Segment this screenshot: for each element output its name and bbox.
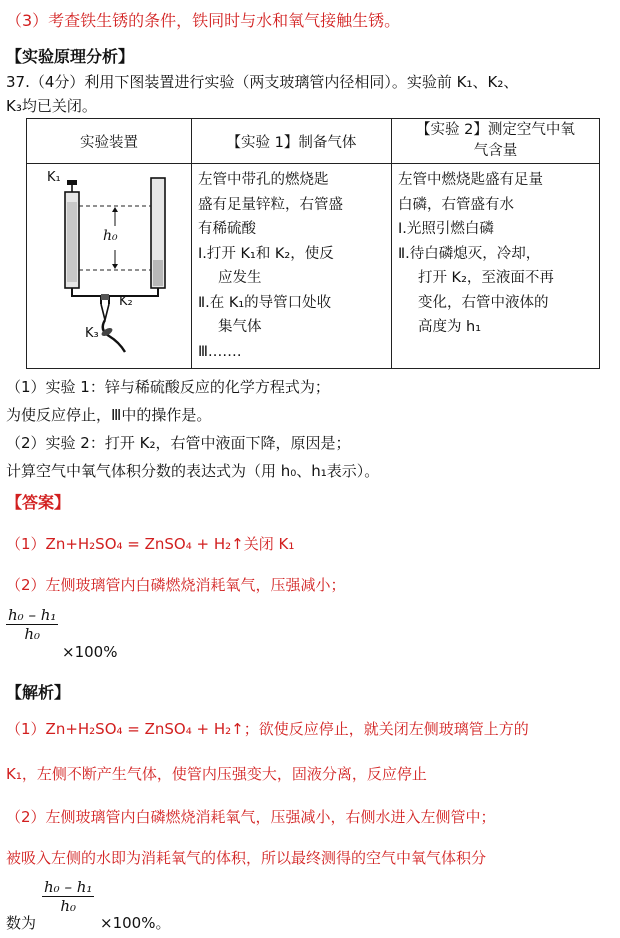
exp1-line: 左管中带孔的燃烧匙: [198, 172, 329, 188]
answer-title: 【答案】: [6, 493, 71, 512]
analysis-line-5-prefix: 数为: [6, 914, 37, 932]
header-experiment-2-line-1: 【实验 2】测定空气中氧: [416, 122, 575, 138]
sub-question-1b: 为使反应停止，Ⅲ中的操作是。: [6, 406, 212, 424]
experiment-2-cell: [391, 164, 599, 369]
label-h0: h₀: [103, 228, 118, 244]
exp2-line: Ⅰ.光照引燃白磷: [397, 221, 494, 237]
exp1-line: Ⅱ.在 K₁的导管口处收: [198, 294, 332, 311]
exp1-line: 有稀硫酸: [198, 221, 256, 237]
exp1-line: 集气体: [218, 319, 262, 335]
answer-fraction-suffix: ×100%: [62, 643, 118, 661]
analysis-fraction: [42, 878, 94, 915]
exp2-line: 白磷，右管盛有水: [397, 196, 514, 213]
header-experiment-2: [391, 119, 599, 164]
label-k1: K₁: [47, 170, 61, 185]
sub-question-1: （1）实验 1：锌与稀硫酸反应的化学方程式为；: [6, 378, 330, 396]
label-k2: K₂: [119, 294, 133, 309]
exp1-line: 应发生: [218, 270, 262, 286]
apparatus-diagram: [27, 164, 191, 360]
answer-line-2: （2）左侧玻璃管内白磷燃烧消耗氧气，压强减小；: [6, 576, 346, 594]
exp2-line: 左管中燃烧匙盛有足量: [397, 172, 543, 188]
question-line-1: 37.（4分）利用下图装置进行实验（两支玻璃管内径相同）。实验前 K₁、K₂、: [6, 73, 519, 91]
label-k3: K₃: [85, 326, 99, 341]
answer-fraction-numerator: h₀ – h₁: [8, 606, 57, 624]
section-title: 【实验原理分析】: [6, 47, 135, 66]
header-experiment-2-line-2: 气含量: [473, 143, 518, 159]
experiment-1-cell: [192, 164, 392, 369]
analysis-title: 【解析】: [6, 683, 71, 702]
sub-question-2: （2）实验 2：打开 K₂，右管中液面下降，原因是；: [6, 434, 351, 452]
analysis-line-3: （2）左侧玻璃管内白磷燃烧消耗氧气，压强减小，右侧水进入左侧管中；: [6, 808, 496, 826]
apparatus-cell: [27, 164, 192, 369]
analysis-fraction-denominator: h₀: [60, 897, 77, 915]
exp1-line: 盛有足量锌粒，右管盛: [198, 196, 343, 213]
k2-valve: [101, 294, 109, 300]
exp2-line: 打开 K₂，至液面不再: [417, 270, 554, 286]
k3-hose: [103, 320, 125, 352]
analysis-line-4: 被吸入左侧的水即为消耗氧气的体积，所以最终测得的空气中氧气体积分: [6, 849, 487, 867]
analysis-line-2: K₁，左侧不断产生气体，使管内压强变大，固液分离，反应停止: [6, 765, 427, 783]
sub-question-2b: 计算空气中氧气体积分数的表达式为（用 h₀、h₁表示）。: [6, 462, 380, 480]
header-apparatus: 实验装置: [27, 119, 192, 164]
k1-valve: [67, 180, 77, 185]
top-answer-line: （3）考查铁生锈的条件，铁同时与水和氧气接触生锈。: [6, 11, 401, 30]
exp1-line: Ⅲ.……: [198, 343, 242, 360]
header-experiment-1: 【实验 1】制备气体: [192, 119, 392, 164]
analysis-fraction-suffix: ×100%。: [100, 914, 171, 932]
question-line-2: K₃均已关闭。: [6, 97, 97, 115]
answer-fraction-denominator: h₀: [24, 625, 41, 643]
answer-line-1: （1）Zn+H₂SO₄ = ZnSO₄ + H₂↑关闭 K₁: [6, 535, 295, 553]
exp2-line: 高度为 h₁: [417, 319, 482, 335]
experiment-table: [26, 118, 600, 369]
exp2-line: Ⅱ.待白磷熄灭，冷却，: [397, 245, 541, 262]
exp1-line: Ⅰ.打开 K₁和 K₂，使反: [198, 245, 334, 262]
analysis-fraction-numerator: h₀ – h₁: [44, 878, 93, 896]
analysis-line-1: （1）Zn+H₂SO₄ = ZnSO₄ + H₂↑；欲使反应停止，就关闭左侧玻璃管上方的: [6, 720, 529, 738]
answer-fraction: [6, 606, 58, 643]
exp2-line: 变化，右管中液体的: [417, 294, 549, 311]
